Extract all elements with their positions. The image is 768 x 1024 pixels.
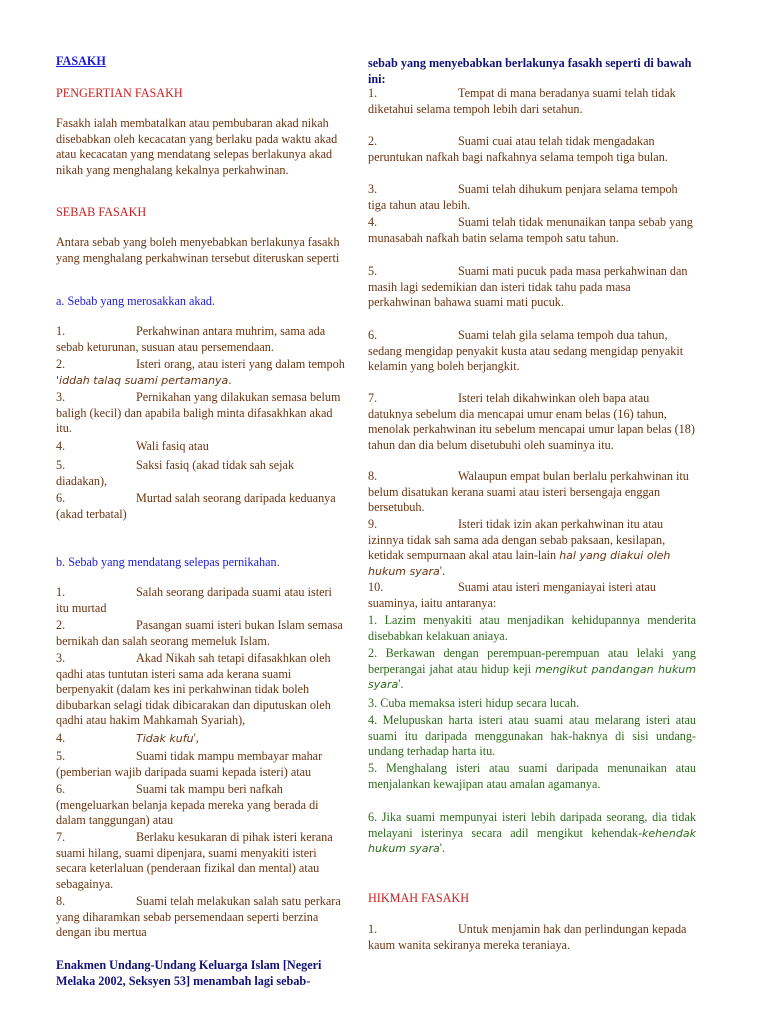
sub-item-5: 5. Menghalang isteri atau suami daripada menunaikan atau menjalankan kewajipan atau amalan agamanya. bbox=[368, 761, 696, 791]
list-a-item-5: 5. Saksi fasiq (akad tidak sah sejak diadakan), bbox=[56, 458, 295, 488]
sub-item-6: 6. Jika suami mempunyai isteri lebih daripada seorang, dia tidak melayani isterinya secara adil mengikut kehendak-kehendak hukum syara'. bbox=[368, 810, 696, 856]
heading-sebab: SEBAB FASAKH bbox=[56, 205, 147, 219]
list-c-item-3: 3. Suami telah dihukum penjara selama tempoh tiga tahun atau lebih. bbox=[368, 182, 678, 212]
list-c-item-10: 10. Suami atau isteri menganiayai isteri atau suaminya, iaitu antaranya: bbox=[368, 580, 656, 610]
heading-hikmah: HIKMAH FASAKH bbox=[368, 891, 470, 905]
sub-item-3: 3. Cuba memaksa isteri hidup secara lucah. bbox=[368, 696, 580, 710]
list-c-item-8: 8. Walaupun empat bulan berlalu perkahwinan itu belum disatukan kerana suami atau isteri bersengaja enggan bersetubuh. bbox=[368, 469, 689, 515]
list-c-item-6: 6. Suami telah gila selama tempoh dua tahun, sedang mengidap penyakit kusta atau sedang mengidap penyakit kelamin yang boleh berjangkit. bbox=[368, 328, 684, 374]
sub-item-2: 2. Berkawan dengan perempuan-perempuan atau lelaki yang berperangai jahat atau hidup keji mengikut pandangan hukum syara'. bbox=[368, 646, 696, 692]
subheading-a bbox=[56, 294, 346, 310]
subheading-a-text: Sebab yang merosakkan akad. bbox=[67, 294, 216, 308]
list-a-item-1: 1. Perkahwinan antara muhrim, sama ada sebab keturunan, susuan atau persemendaan. bbox=[56, 324, 326, 354]
list-a-item-4: 4. Wali fasiq atau bbox=[56, 439, 209, 453]
continuation-intro: sebab yang menyebabkan berlakunya fasakh seperti di bawah ini: bbox=[368, 56, 692, 86]
hikmah-item-1: 1. Untuk menjamin hak dan perlindungan kepada kaum wanita sekiranya mereka teraniaya. bbox=[368, 922, 687, 952]
list-c-item-7: 7. Isteri telah dikahwinkan oleh bapa atau datuknya sebelum dia mencapai umur enam belas (16) tahun, menolak perkahwinan itu sebelum mencapai umur lapan belas (18) tahun dan dia belum disetubuhi oleh suaminya itu. bbox=[368, 391, 695, 452]
list-a-item-2: 2. Isteri orang, atau isteri yang dalam tempoh 'iddah talaq suami pertamanya. bbox=[56, 357, 345, 387]
heading-pengertian: PENGERTIAN FASAKH bbox=[56, 86, 183, 100]
list-c-item-2: 2. Suami cuai atau telah tidak mengadakan peruntukan nafkah bagi nafkahnya selama tempoh tiga bulan. bbox=[368, 134, 668, 164]
list-c-item-5: 5. Suami mati pucuk pada masa perkahwinan dan masih lagi sedemikian dan isteri tidak tahu pada masa perkahwinan bahawa suami mati pucuk. bbox=[368, 264, 688, 310]
subheading-a-letter: a. bbox=[56, 294, 65, 308]
doc-title[interactable]: FASAKH bbox=[56, 54, 106, 68]
list-c-item-1: 1. Tempat di mana beradanya suami telah tidak diketahui selama tempoh lebih dari setahun. bbox=[368, 86, 676, 116]
intro-paragraph: Antara sebab yang boleh menyebabkan berlakunya fasakh yang menghalang perkahwinan tersebut diteruskan seperti bbox=[56, 235, 340, 265]
list-c-item-4: 4. Suami telah tidak menunaikan tanpa sebab yang munasabah nafkah batin selama tempoh satu tahun. bbox=[368, 215, 693, 245]
enakmen-paragraph: Enakmen Undang-Undang Keluarga Islam [Negeri Melaka 2002, Seksyen 53] menambah lagi sebab- bbox=[56, 958, 322, 988]
list-a-item-6: 6. Murtad salah seorang daripada keduanya (akad terbatal) bbox=[56, 491, 336, 521]
list-b-item-7: 7. Berlaku kesukaran di pihak isteri kerana suami hilang, suami dipenjara, suami menyakiti isteri secara keterlaluan (penderaan fizikal dan mental) atau sebagainya. bbox=[56, 830, 333, 891]
subheading-b: b. Sebab yang mendatang selepas pernikahan. bbox=[56, 555, 280, 569]
definition-paragraph: Fasakh ialah membatalkan atau pembubaran akad nikah disebabkan oleh kecacatan yang berlaku pada waktu akad atau kecacatan yang mendatang selepas berlakunya akad nikah yang menghalang kekalnya perkahwinan. bbox=[56, 116, 338, 177]
list-b-item-4: 4. Tidak kufu', bbox=[56, 731, 199, 745]
list-b-item-6: 6. Suami tak mampu beri nafkah (mengeluarkan belanja kepada mereka yang berada di dalam tanggungan) atau bbox=[56, 782, 319, 828]
list-b-item-2: 2. Pasangan suami isteri bukan Islam semasa bernikah dan salah seorang memeluk Islam. bbox=[56, 618, 343, 648]
list-b-item-8: 8. Suami telah melakukan salah satu perkara yang diharamkan sebab persemendaan seperti berzina dengan ibu mertua bbox=[56, 894, 341, 940]
list-b-item-3: 3. Akad Nikah sah tetapi difasakhkan oleh qadhi atas tuntutan isteri sama ada kerana suami berpenyakit (dalam kes ini perkahwinan tidak boleh dibubarkan selagi tidak dibicarakan dan diputuskan oleh qadhi atau hakim Mahkamah Syariah), bbox=[56, 651, 331, 728]
sub-item-1: 1. Lazim menyakiti atau menjadikan kehidupannya menderita disebabkan kelakuan aniaya. bbox=[368, 613, 696, 643]
list-b-item-1: 1. Salah seorang daripada suami atau isteri itu murtad bbox=[56, 585, 332, 615]
list-b-item-5: 5. Suami tidak mampu membayar mahar (pemberian wajib daripada suami kepada isteri) atau bbox=[56, 749, 323, 779]
list-c-item-9: 9. Isteri tidak izin akan perkahwinan itu atau izinnya tidak sah sama ada dengan sebab paksaan, kesilapan, ketidak sempurnaan akal atau lain-lain hal yang diakui oleh hukum syara'. bbox=[368, 517, 671, 578]
list-a-item-3: 3. Pernikahan yang dilakukan semasa belum baligh (kecil) dan apabila baligh minta difasakhkan akad itu. bbox=[56, 390, 341, 436]
sub-item-4: 4. Melupuskan harta isteri atau suami atau melarang isteri atau suami itu daripada menggunakan hak-haknya di sisi undang-undang terhadap harta itu. bbox=[368, 713, 696, 759]
